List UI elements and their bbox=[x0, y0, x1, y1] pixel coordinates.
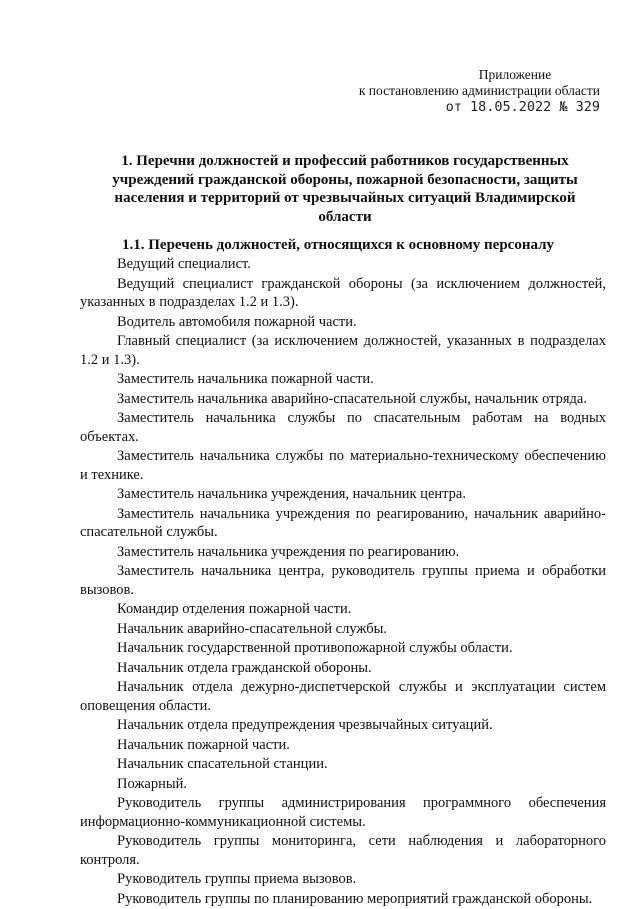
list-item: Заместитель начальника службы по материально-техническому обеспечению и технике. bbox=[80, 448, 606, 483]
appendix-title: Приложение bbox=[478, 67, 552, 82]
list-item: Начальник отдела гражданской обороны. bbox=[117, 659, 372, 676]
positions-list bbox=[80, 255, 606, 909]
list-item: Руководитель группы по планированию мероприятий гражданской обороны. bbox=[117, 890, 593, 907]
section-title: 1. Перечни должностей и профессий работников государственных учреждений гражданской обороны, пожарной безопасности, защиты населения и территорий от чрезвычайных ситуаций Владимирской области bbox=[112, 153, 578, 225]
list-item: Заместитель начальника учреждения, начальник центра. bbox=[117, 486, 466, 502]
list-item: Ведущий специалист. bbox=[117, 256, 251, 272]
list-item: Ведущий специалист гражданской обороны (за исключением должностей, указанных в подразделах 1.2 и 1.3). bbox=[80, 275, 606, 310]
list-item: Начальник аварийно-спасательной службы. bbox=[117, 620, 387, 637]
list-item: Руководитель группы администрирования программного обеспечения информационно-коммуникационной системы. bbox=[80, 795, 606, 830]
list-item: Заместитель начальника учреждения по реагированию. bbox=[117, 543, 460, 560]
list-item: Руководитель группы мониторинга, сети наблюдения и лабораторного контроля. bbox=[80, 833, 606, 868]
subsection-title: 1.1. Перечень должностей, относящихся к основному персоналу bbox=[122, 237, 555, 253]
list-item: Начальник спасательной станции. bbox=[117, 756, 328, 772]
list-item: Заместитель начальника пожарной части. bbox=[117, 371, 374, 387]
appendix-reference: к постановлению администрации области bbox=[358, 83, 600, 98]
list-item: Заместитель начальника службы по спасательным работам на водных объектах. bbox=[80, 410, 606, 445]
list-item: Руководитель группы приема вызовов. bbox=[117, 871, 357, 887]
list-item: Пожарный. bbox=[117, 775, 187, 792]
list-item: Главный специалист (за исключением должностей, указанных в подразделах 1.2 и 1.3). bbox=[80, 333, 606, 368]
list-item: Водитель автомобиля пожарной части. bbox=[117, 313, 357, 330]
list-item: Заместитель начальника учреждения по реагированию, начальник аварийно-спасательной службы. bbox=[80, 505, 606, 540]
list-item: Начальник государственной противопожарной службы области. bbox=[117, 640, 513, 656]
list-item: Заместитель начальника аварийно-спасательной службы, начальник отряда. bbox=[117, 390, 587, 407]
list-item: Заместитель начальника центра, руководитель группы приема и обработки вызовов. bbox=[80, 563, 606, 598]
list-item: Командир отделения пожарной части. bbox=[117, 601, 352, 617]
appendix-date-number: от 18.05.2022 № 329 bbox=[445, 99, 600, 115]
list-item: Начальник отдела дежурно-диспетчерской службы и эксплуатации систем оповещения области. bbox=[80, 679, 606, 714]
appendix-header bbox=[300, 67, 600, 115]
list-item: Начальник отдела предупреждения чрезвычайных ситуаций. bbox=[117, 717, 493, 733]
list-item: Начальник пожарной части. bbox=[117, 736, 290, 753]
